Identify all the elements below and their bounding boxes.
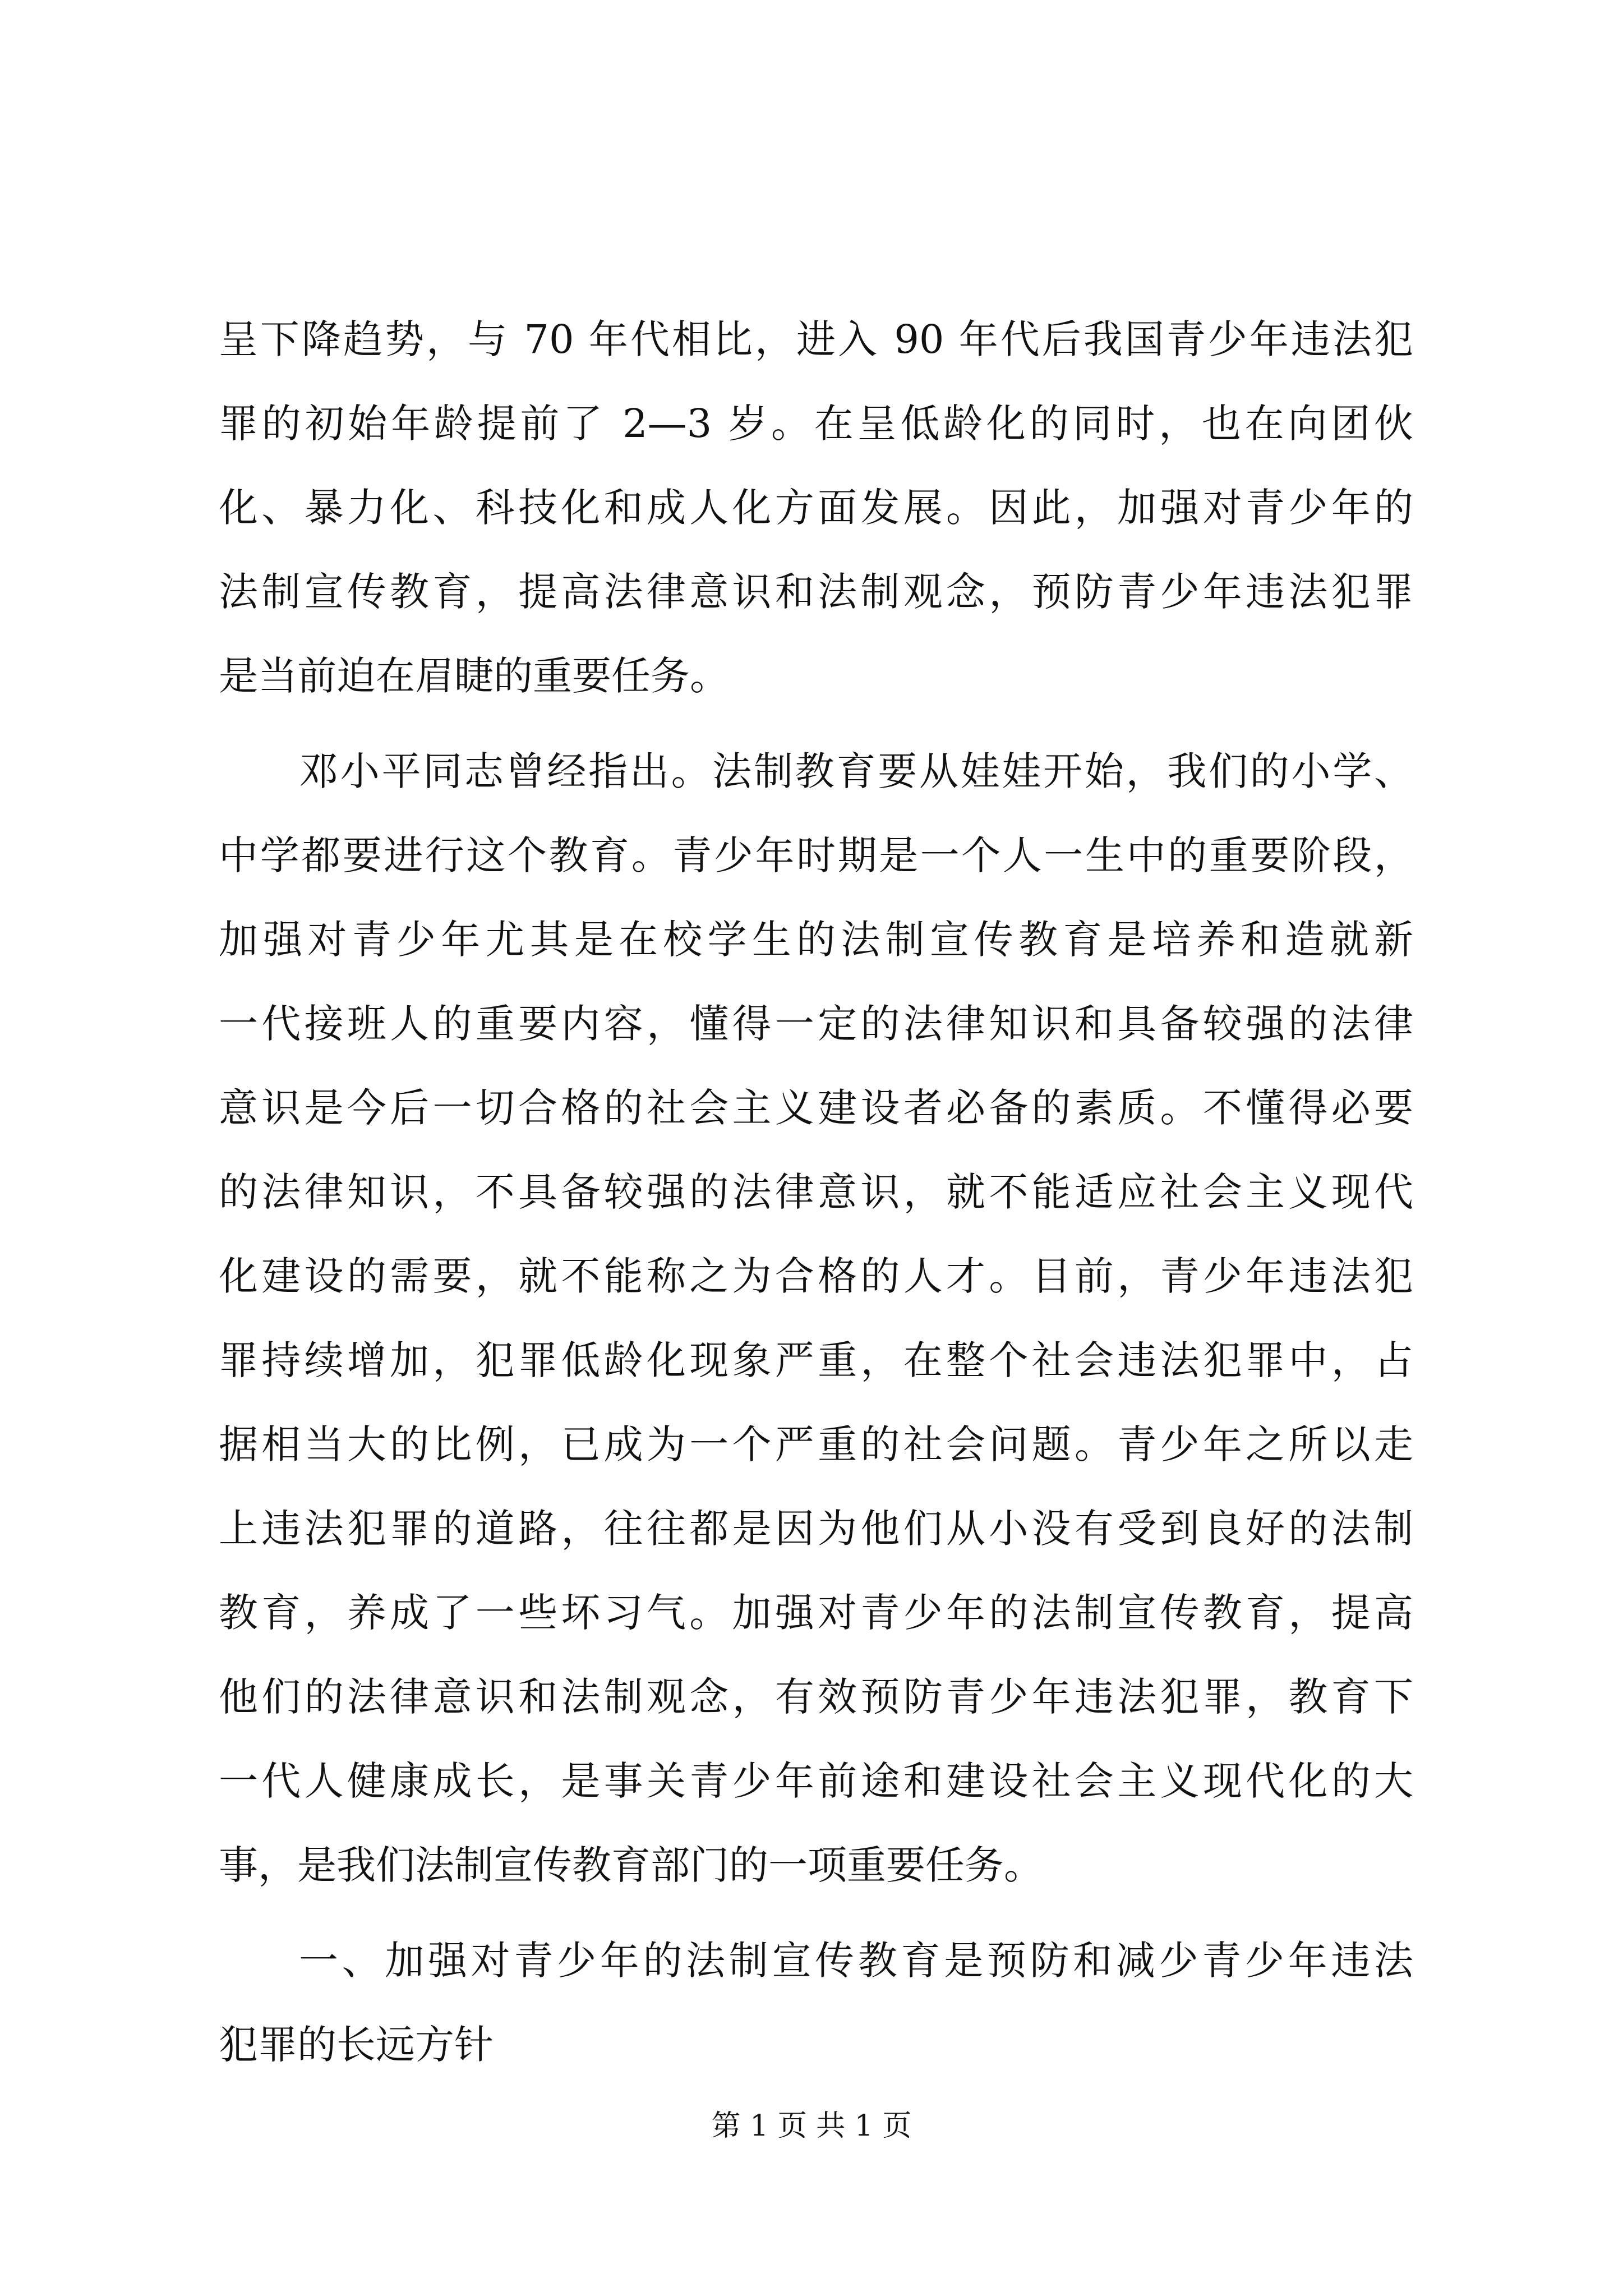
text-line-16: 教育，养成了一些坏习气。加强对青少年的法制宣传教育，提高 <box>219 1590 1413 1636</box>
section-heading-line-2: 犯罪的长远方针 <box>219 2022 494 2068</box>
text-line-9: 一代接班人的重要内容，懂得一定的法律知识和具备较强的法律 <box>219 1001 1413 1047</box>
text-line-13: 罪持续增加，犯罪低龄化现象严重，在整个社会违法犯罪中，占 <box>219 1337 1413 1383</box>
text-line-15: 上违法犯罪的道路，往往都是因为他们从小没有受到良好的法制 <box>219 1506 1413 1552</box>
text-line-6: 邓小平同志曾经指出。法制教育要从娃娃开始，我们的小学、 <box>299 748 1413 794</box>
text-line-3: 化、暴力化、科技化和成人化方面发展。因此，加强对青少年的 <box>219 485 1413 531</box>
section-heading-line-1: 一、加强对青少年的法制宣传教育是预防和减少青少年违法 <box>299 1938 1413 1984</box>
text-line-5: 是当前迫在眉睫的重要任务。 <box>219 653 729 699</box>
page-footer: 第 1 页 共 1 页 <box>711 2109 912 2143</box>
text-line-17: 他们的法律意识和法制观念，有效预防青少年违法犯罪，教育下 <box>219 1674 1413 1720</box>
text-line-4: 法制宣传教育，提高法律意识和法制观念，预防青少年违法犯罪 <box>219 569 1413 615</box>
text-line-10: 意识是今后一切合格的社会主义建设者必备的素质。不懂得必要 <box>219 1085 1413 1131</box>
text-line-1: 呈下降趋势，与 70 年代相比，进入 90 年代后我国青少年违法犯 <box>219 316 1413 362</box>
text-line-19: 事，是我们法制宣传教育部门的一项重要任务。 <box>219 1842 1043 1888</box>
text-line-11: 的法律知识，不具备较强的法律意识，就不能适应社会主义现代 <box>219 1169 1413 1215</box>
text-line-14: 据相当大的比例，已成为一个严重的社会问题。青少年之所以走 <box>219 1421 1413 1467</box>
text-line-2: 罪的初始年龄提前了 2—3 岁。在呈低龄化的同时，也在向团伙 <box>219 401 1413 447</box>
text-line-8: 加强对青少年尤其是在校学生的法制宣传教育是培养和造就新 <box>219 917 1413 963</box>
text-line-18: 一代人健康成长，是事关青少年前途和建设社会主义现代化的大 <box>219 1758 1413 1804</box>
text-line-7: 中学都要进行这个教育。青少年时期是一个人一生中的重要阶段， <box>219 832 1413 878</box>
text-line-12: 化建设的需要，就不能称之为合格的人才。目前，青少年违法犯 <box>219 1253 1413 1299</box>
